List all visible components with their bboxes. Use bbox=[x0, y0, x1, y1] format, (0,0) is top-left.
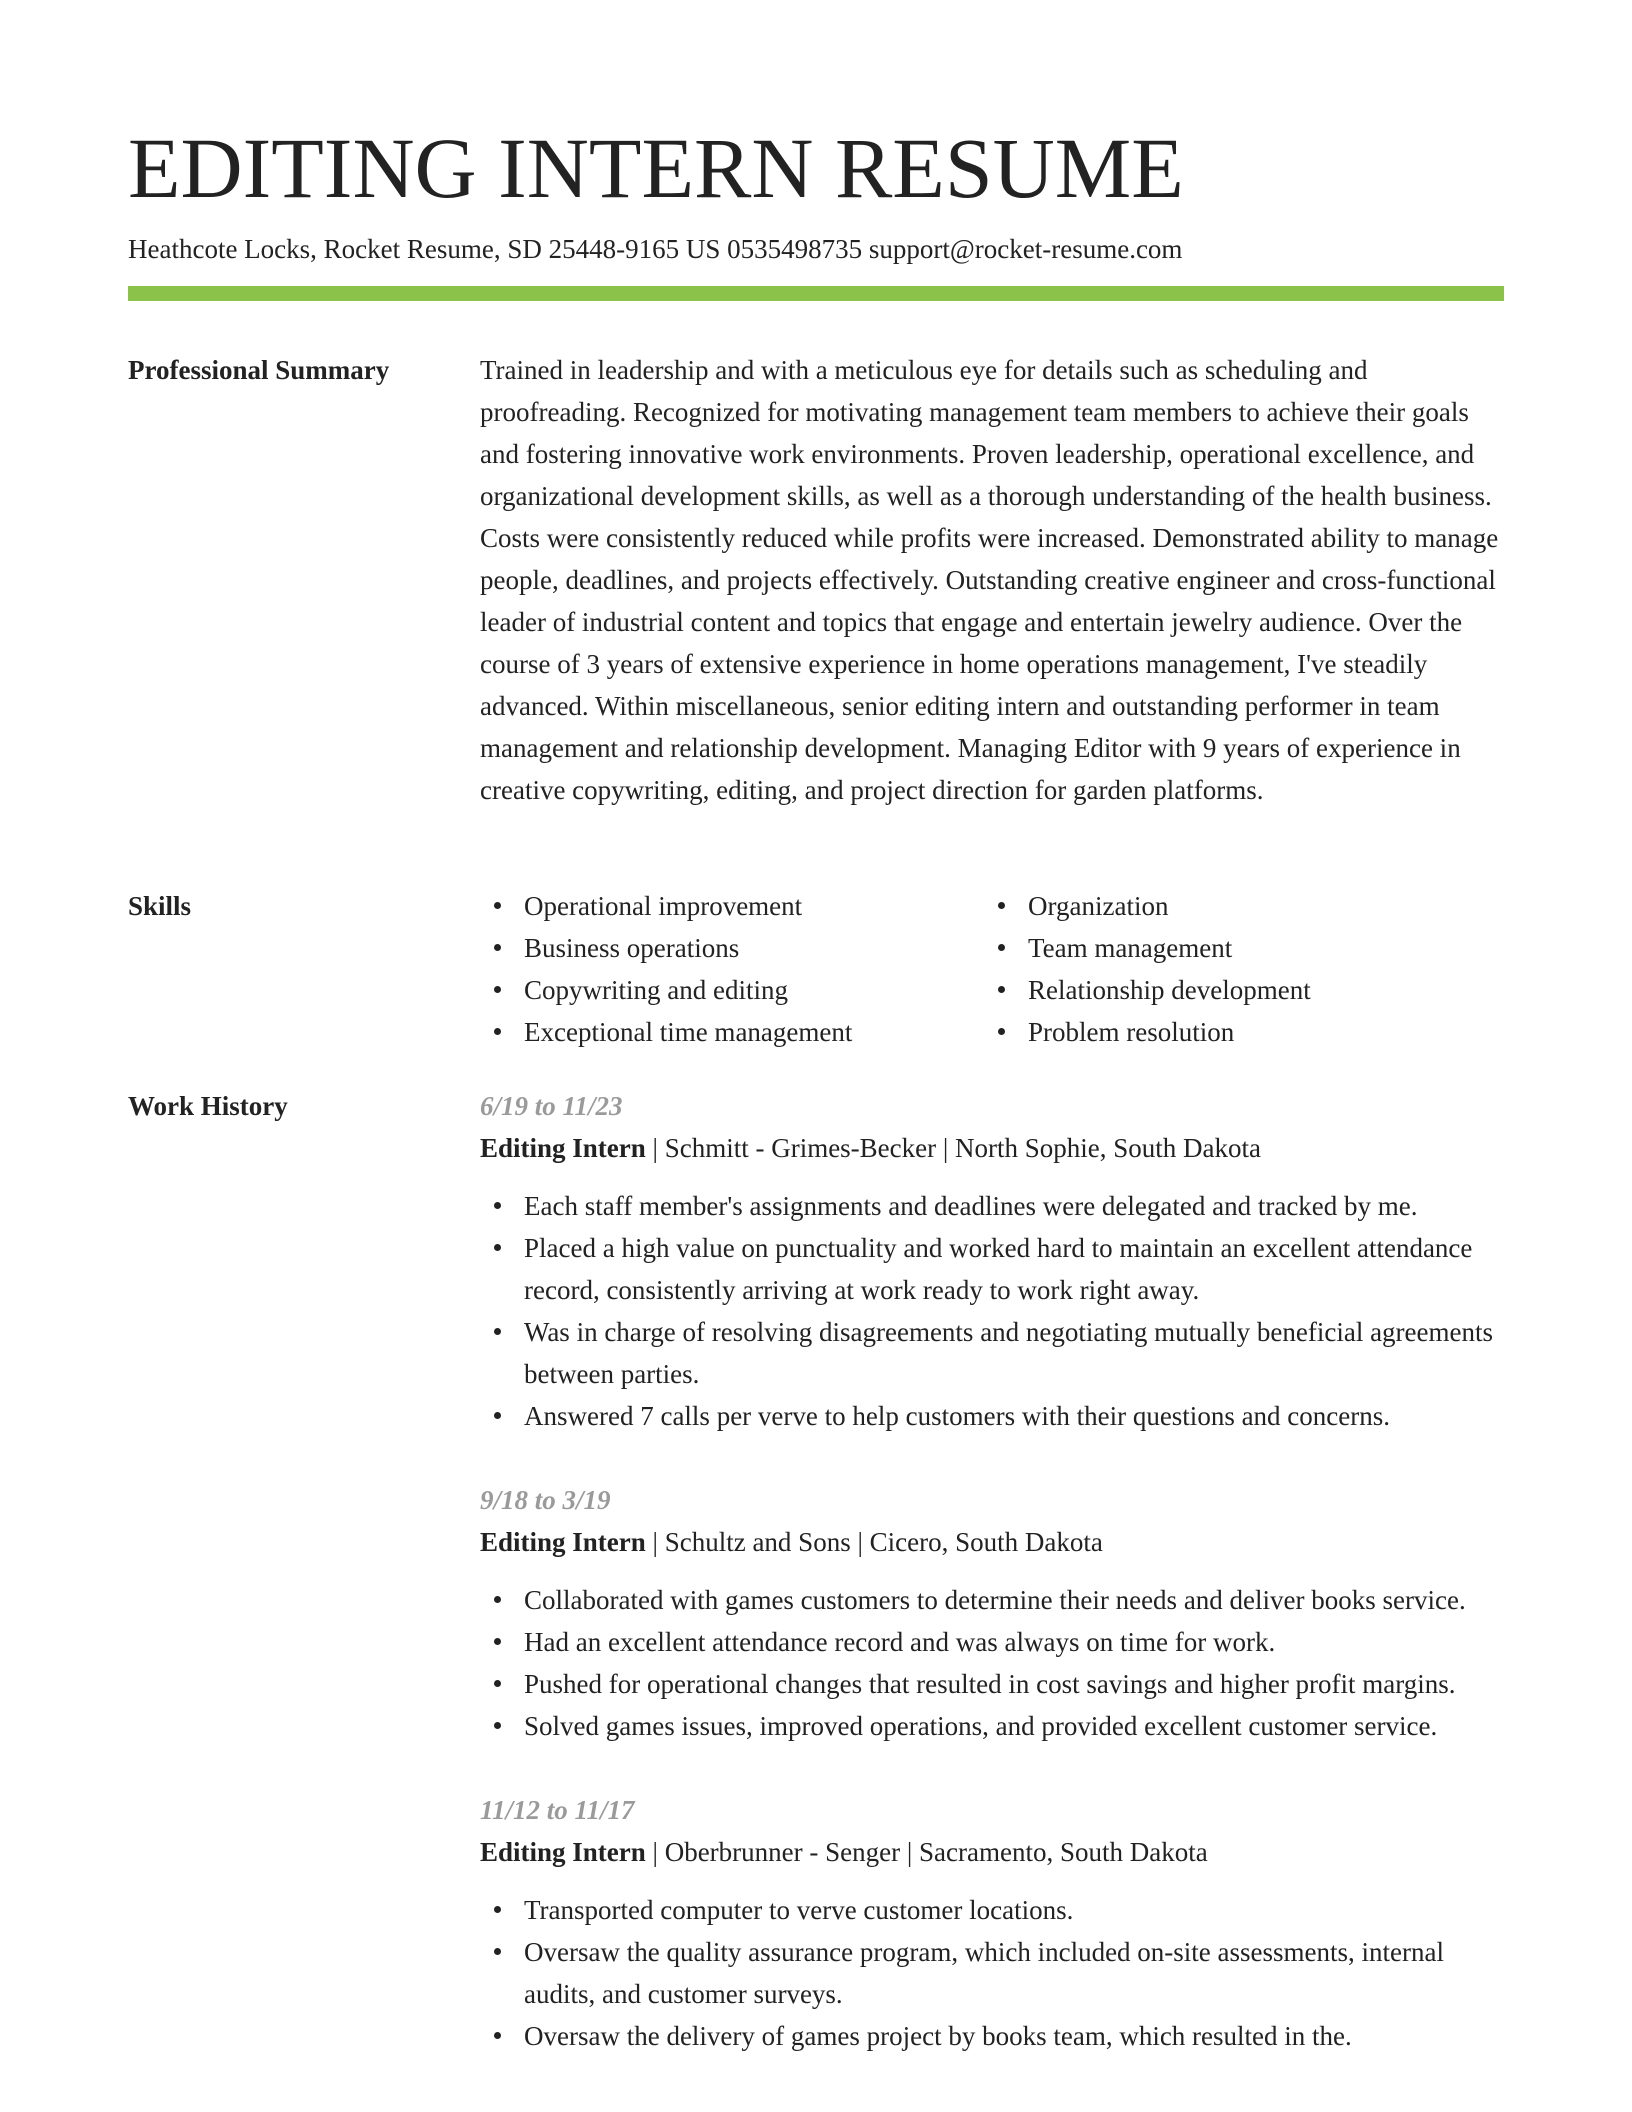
job-heading bbox=[480, 1127, 1504, 1169]
job-bullet: Each staff member's assignments and deadlines were delegated and tracked by me. bbox=[480, 1185, 1504, 1227]
resume-title: EDITING INTERN RESUME bbox=[128, 120, 1184, 216]
job-entry bbox=[480, 1479, 1504, 1747]
skill-item: Problem resolution bbox=[984, 1011, 1488, 1053]
summary-body bbox=[480, 349, 1504, 811]
job-bullet: Pushed for operational changes that resulted in cost savings and higher profit margins. bbox=[480, 1663, 1504, 1705]
skills-column-left bbox=[480, 885, 984, 1053]
job-bullets bbox=[480, 1579, 1504, 1747]
job-dates: 11/12 to 11/17 bbox=[480, 1795, 635, 1825]
job-bullet: Collaborated with games customers to determine their needs and deliver books service. bbox=[480, 1579, 1504, 1621]
skills-body bbox=[480, 885, 1504, 1053]
work-history-label: Work History bbox=[128, 1091, 288, 1121]
header-divider bbox=[128, 286, 1504, 301]
job-role: Editing Intern bbox=[480, 1837, 646, 1867]
skill-item: Team management bbox=[984, 927, 1488, 969]
job-role: Editing Intern bbox=[480, 1527, 646, 1557]
skills-grid bbox=[480, 885, 1504, 1053]
job-bullet: Oversaw the quality assurance program, which included on-site assessments, internal audits, and customer surveys. bbox=[480, 1931, 1504, 2015]
job-heading bbox=[480, 1521, 1504, 1563]
skill-item: Business operations bbox=[480, 927, 984, 969]
job-details: | Oberbrunner - Senger | Sacramento, South Dakota bbox=[645, 1837, 1208, 1867]
job-bullet: Placed a high value on punctuality and worked hard to maintain an excellent attendance record, consistently arriving at work ready to work right away. bbox=[480, 1227, 1504, 1311]
job-dates: 9/18 to 3/19 bbox=[480, 1485, 611, 1515]
job-entry bbox=[480, 1789, 1504, 2057]
job-entry bbox=[480, 1085, 1504, 1437]
job-bullet: Was in charge of resolving disagreements and negotiating mutually beneficial agreements between parties. bbox=[480, 1311, 1504, 1395]
job-bullets bbox=[480, 1185, 1504, 1437]
skill-item: Copywriting and editing bbox=[480, 969, 984, 1011]
skill-item: Relationship development bbox=[984, 969, 1488, 1011]
skill-item: Organization bbox=[984, 885, 1488, 927]
summary-label: Professional Summary bbox=[128, 355, 390, 385]
job-bullet: Solved games issues, improved operations, and provided excellent customer service. bbox=[480, 1705, 1504, 1747]
job-details: | Schmitt - Grimes-Becker | North Sophie, South Dakota bbox=[645, 1133, 1262, 1163]
job-bullet: Oversaw the delivery of games project by books team, which resulted in the. bbox=[480, 2015, 1504, 2057]
job-details: | Schultz and Sons | Cicero, South Dakota bbox=[645, 1527, 1103, 1557]
job-dates: 6/19 to 11/23 bbox=[480, 1091, 623, 1121]
contact-line: Heathcote Locks, Rocket Resume, SD 25448-9165 US 0535498735 support@rocket-resume.com bbox=[128, 234, 1183, 264]
job-bullet: Had an excellent attendance record and was always on time for work. bbox=[480, 1621, 1504, 1663]
skills-label: Skills bbox=[128, 891, 192, 921]
skill-item: Exceptional time management bbox=[480, 1011, 984, 1053]
skill-item: Operational improvement bbox=[480, 885, 984, 927]
summary-text: Trained in leadership and with a meticulous eye for details such as scheduling and proofreading. Recognized for motivating management team members to achieve their goals and fostering innovative work environments. Proven leadership, operational excellence, and organizational development skills, as well as a thorough understanding of the health business. Costs were consistently reduced while profits were increased. Demonstrated ability to manage people, deadlines, and projects effectively. Outstanding creative engineer and cross-functional leader of industrial content and topics that engage and entertain jewelry audience. Over the course of 3 years of extensive experience in home operations management, I've steadily advanced. Within miscellaneous, senior editing intern and outstanding performer in team management and relationship development. Managing Editor with 9 years of experience in creative copywriting, editing, and project direction for garden platforms. bbox=[480, 355, 1499, 805]
job-bullet: Answered 7 calls per verve to help customers with their questions and concerns. bbox=[480, 1395, 1504, 1437]
resume-page bbox=[128, 0, 1504, 2112]
job-heading bbox=[480, 1831, 1504, 1873]
job-bullets bbox=[480, 1889, 1504, 2057]
work-history-body bbox=[480, 1085, 1504, 2099]
skills-column-right bbox=[984, 885, 1488, 1053]
job-role: Editing Intern bbox=[480, 1133, 646, 1163]
job-bullet: Transported computer to verve customer locations. bbox=[480, 1889, 1504, 1931]
